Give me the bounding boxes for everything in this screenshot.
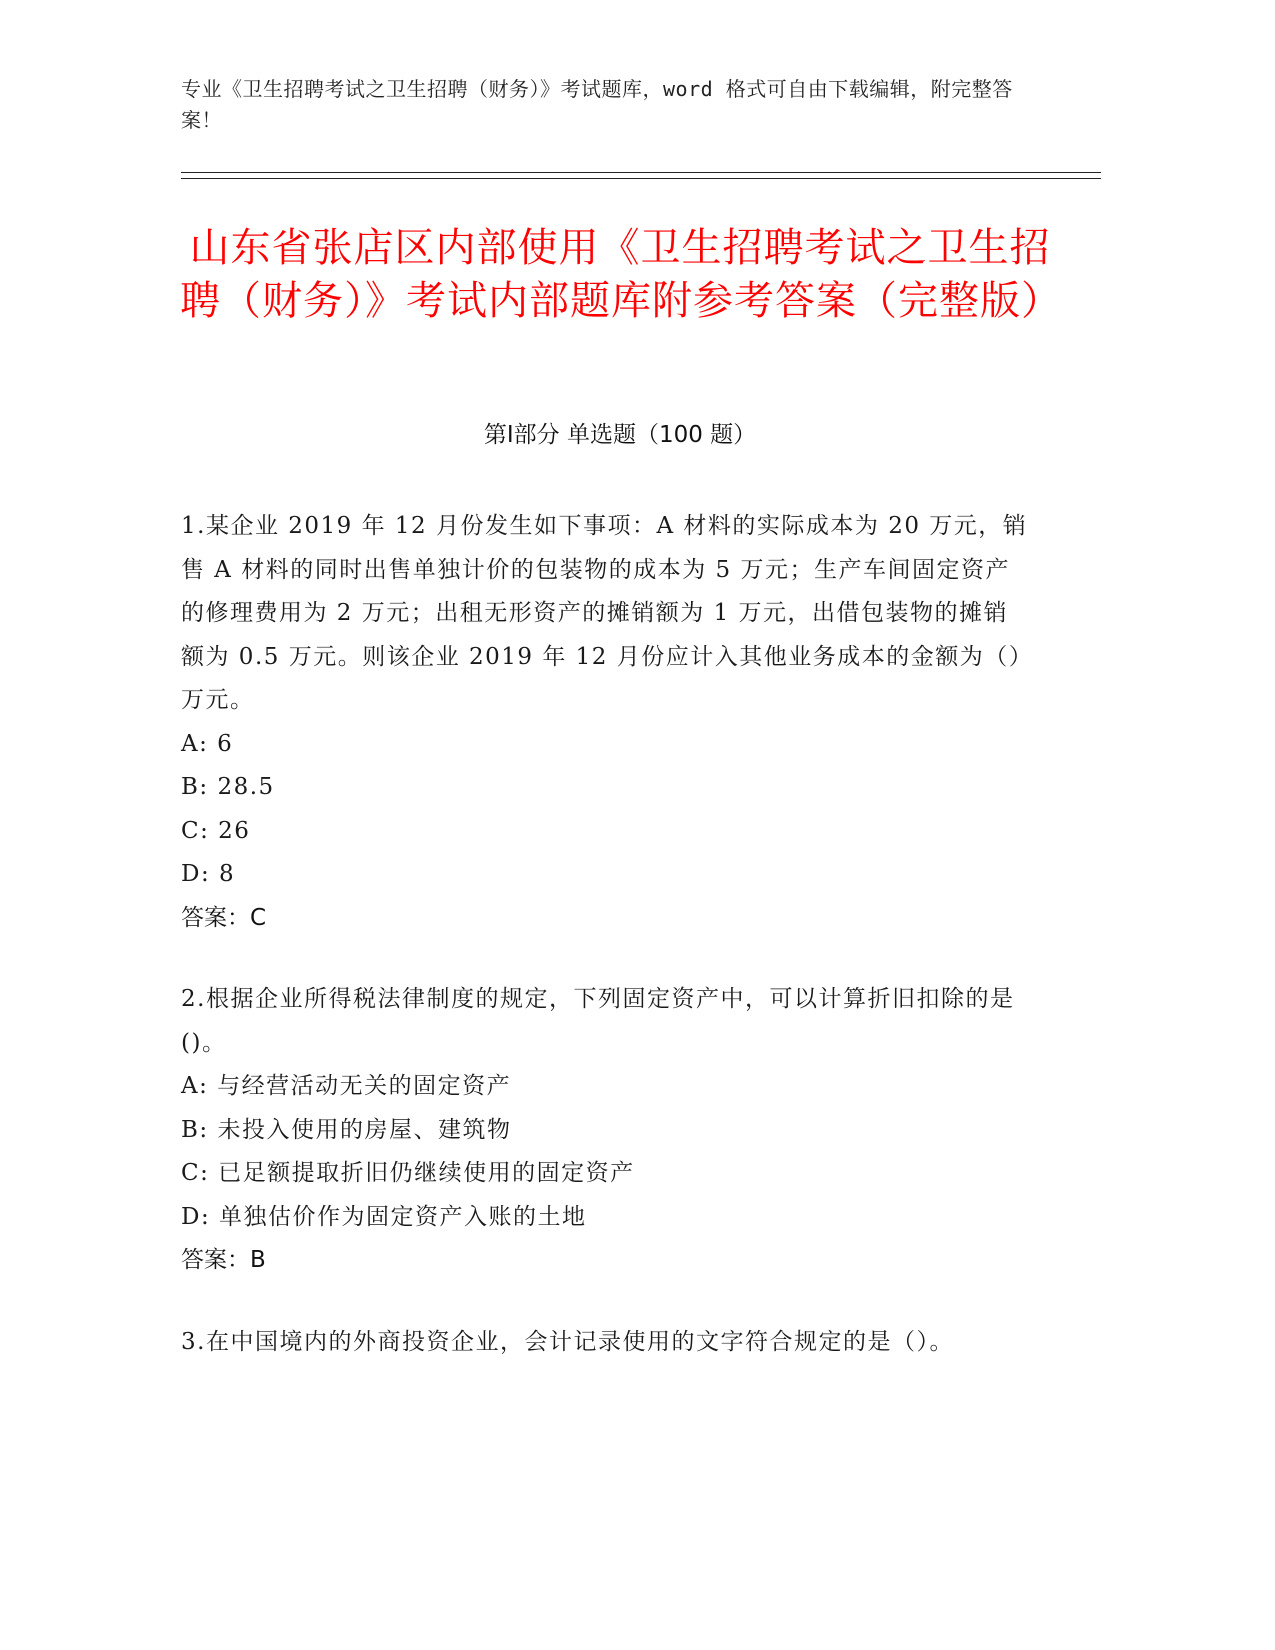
option-b: B: 28.5	[181, 774, 275, 800]
answer: 答案：B	[181, 1247, 266, 1273]
question-stem: 2.根据企业所得税法律制度的规定，下列固定资产中，可以计算折旧扣除的是()。	[181, 986, 1015, 1056]
option-a: A: 与经营活动无关的固定资产	[181, 1073, 512, 1099]
question-stem: 1.某企业 2019 年 12 月份发生如下事项：A 材料的实际成本为 20 万元，销售 A 材料的同时出售单独计价的包装物的成本为 5 万元；生产车间固定资产的修理费用为 2 万元；出租无形资产的摊销额为 1 万元，出借包装物的摊销额为 0.5 万元。则该企业 2019 年 12 月份应计入其他业务成本的金额为（）万元。	[181, 513, 1028, 713]
question-stem: 3.在中国境内的外商投资企业，会计记录使用的文字符合规定的是（）。	[181, 1328, 954, 1355]
section-title: 第Ⅰ部分 单选题（100 题）	[483, 422, 757, 448]
answer: 答案：C	[181, 904, 267, 931]
question-1	[181, 505, 1031, 940]
document-title: 山东省张店区内部使用《卫生招聘考试之卫生招聘（财务）》考试内部题库附参考答案（完整版）	[180, 225, 1062, 324]
question-3	[181, 1321, 1031, 1365]
option-b: B: 未投入使用的房屋、建筑物	[181, 1116, 512, 1143]
option-c: C: 已足额提取折旧仍继续使用的固定资产	[181, 1160, 635, 1186]
option-d: D: 8	[181, 861, 236, 887]
header-rule-bottom	[181, 178, 1101, 179]
option-a: A: 6	[181, 730, 234, 757]
option-c: C: 26	[181, 817, 251, 844]
option-d: D: 单独估价作为固定资产入账的土地	[181, 1203, 587, 1230]
question-2	[181, 978, 1031, 1283]
question-list	[181, 505, 1031, 1402]
header-rule-top	[181, 172, 1101, 173]
header-note: 专业《卫生招聘考试之卫生招聘（财务）》考试题库，word 格式可自由下载编辑，附完整答案！	[181, 77, 1013, 132]
